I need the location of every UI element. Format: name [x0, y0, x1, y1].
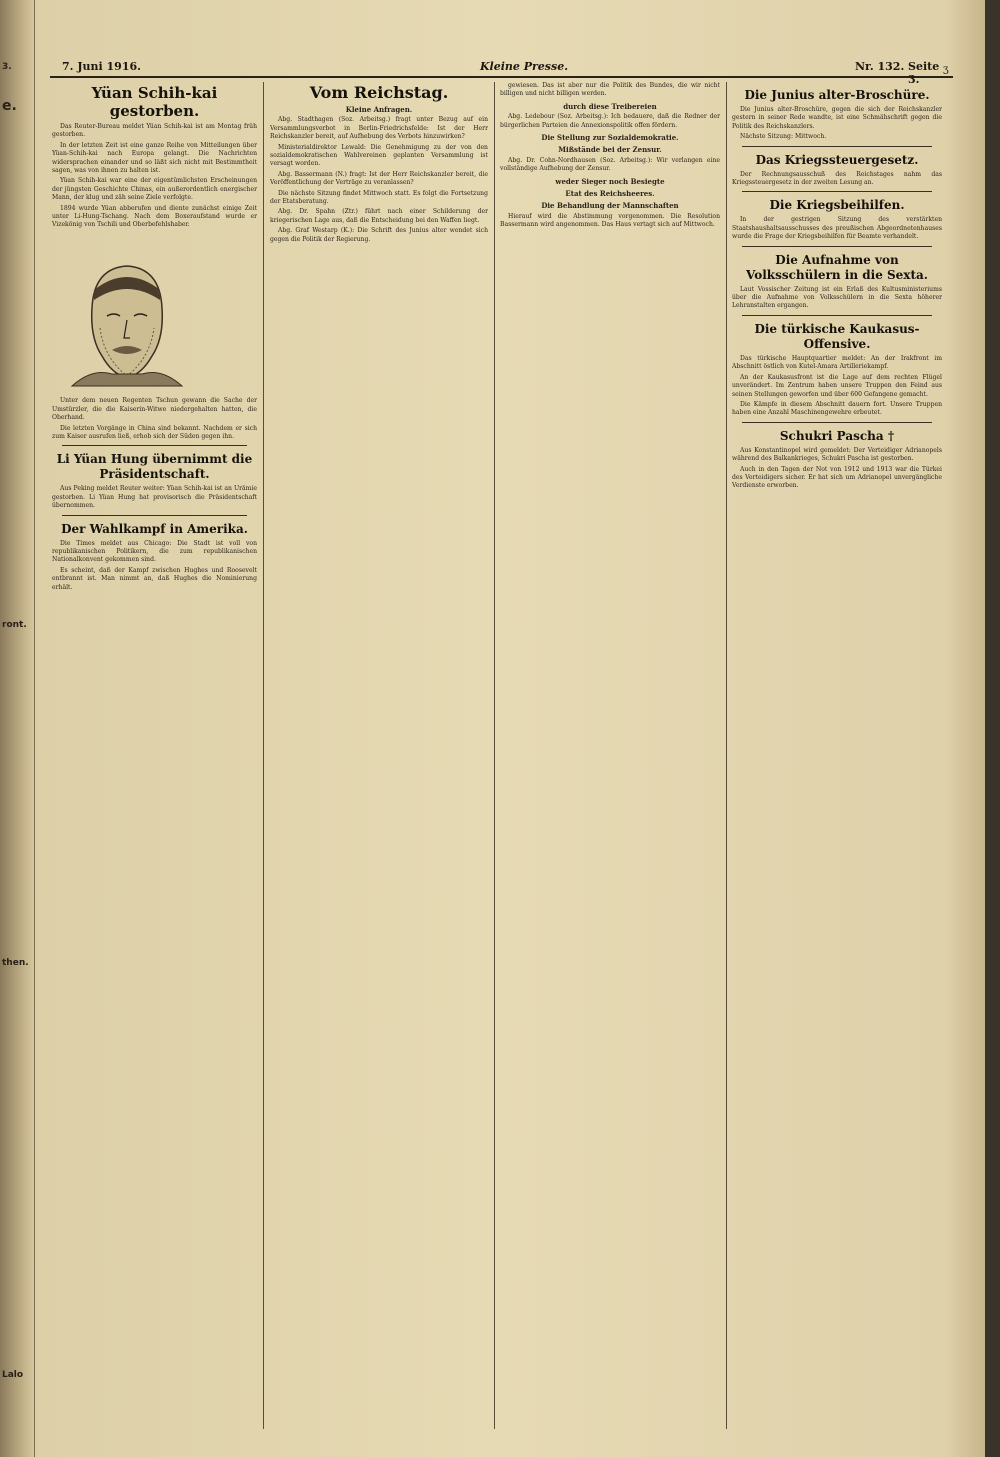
paragraph: Es scheint, daß der Kampf zwischen Hughes und Roosevelt entbrannt ist. Man nimmt an, daß Hughes die Nominierung erhält.	[52, 566, 257, 591]
section-title: Schukri Pascha †	[779, 428, 895, 443]
paragraph: Abg. Dr. Cohn-Nordhausen (Soz. Arbeitsg.): Wir verlangen eine vollständige Aufhebung der Zensur.	[500, 156, 720, 173]
header-issue: Nr. 132.	[855, 60, 905, 73]
paragraph: Abg. Stadthagen (Soz. Arbeitsg.) fragt unter Bezug auf ein Versammlungsverbot in Berlin-Friedrichsfelde: Ist der Herr Reichskanzler bereit, auf Aufhebung des Verbots hinzuwirken?	[270, 116, 488, 141]
portrait-illustration	[52, 238, 202, 388]
paragraph: Yüan Schih-kai war eine der eigentümlichsten Erscheinungen der jüngsten Geschichte Chinas, ein außerordentlich energischer Mann, der klug und zäh seine Ziele verfolgte.	[52, 177, 257, 202]
column-rule	[263, 82, 264, 1429]
section-title: Das Kriegssteuergesetz.	[755, 152, 919, 167]
article-title: Vom Reichstag.	[309, 83, 449, 102]
section-title: Die Kriegsbeihilfen.	[769, 198, 905, 213]
paragraph: Die Times meldet aus Chicago: Die Stadt ist voll von republikanischen Politikern, die zum republikanischen Nationalkonvent gekommen sind.	[52, 539, 257, 564]
paragraph: Die Junius alter-Broschüre, gegen die sich der Reichskanzler gestern in seiner Rede wandte, ist eine Schmähschrift gegen die Politik des Reichskanzlers.	[732, 106, 942, 130]
divider	[742, 246, 932, 247]
divider	[742, 422, 932, 423]
subheading: Die Stellung zur Sozialdemokratie.	[541, 133, 679, 143]
paragraph: Der Rechnungsausschuß des Reichstages nahm das Kriegssteuergesetz in der zweiten Lesung an.	[732, 170, 942, 187]
column-3	[500, 82, 720, 1429]
page-mark: ʒ	[943, 64, 949, 75]
subheading: durch diese Treibereien	[563, 101, 657, 111]
binding-spine	[0, 0, 35, 1457]
paragraph: Hierauf wird die Abstimmung vorgenommen. Die Resolution Bassermann wird angenommen. Das Haus vertagt sich auf Mittwoch.	[500, 212, 720, 229]
paragraph: An der Kaukasusfront ist die Lage auf dem rechten Flügel unverändert. Im Zentrum haben unsere Truppen den Feind aus seinen Stellungen geworfen und über 600 Gefangene gemacht.	[732, 373, 942, 398]
paragraph: Auch in den Tagen der Not von 1912 und 1913 war die Türkei des Verteidigers sicher. Er hat sich um Adrianopel unvergängliche Verdienste erworben.	[732, 465, 942, 490]
paragraph: In der letzten Zeit ist eine ganze Reihe von Mitteilungen über Yüan-Schih-kai nach Europa gelangt. Die Nachrichten widersprachen einander und so läßt sich nicht mit Bestimmtheit sagen, was von ihnen zu halten ist.	[52, 141, 257, 175]
column-2	[270, 82, 488, 1429]
spine-fragment: ront.	[2, 620, 27, 630]
paragraph: Nächste Sitzung: Mittwoch.	[740, 133, 827, 141]
section-title: Die türkische Kaukasus-Offensive.	[754, 321, 920, 351]
spine-fragment: Lalo	[2, 1370, 24, 1380]
column-rule	[494, 82, 495, 1429]
paragraph: Das Reuter-Bureau meldet Yüan Schih-kai ist am Montag früh gestorben.	[52, 123, 257, 139]
paragraph: Abg. Graf Westarp (K.): Die Schrift des Junius alter wendet sich gegen die Politik der Regierung.	[270, 227, 488, 243]
subheading: Die Behandlung der Mannschaften	[541, 201, 679, 211]
paragraph: Unter dem neuen Regenten Tschun gewann die Sache der Umstürzler, die die Kaiserin-Witwe niedergehalten hatten, die Oberhand.	[52, 397, 257, 422]
paragraph: Laut Vossischer Zeitung ist ein Erlaß des Kultusministeriums über die Aufnahme von Volksschülern in die Sexta höherer Lehranstalten ergangen.	[732, 285, 942, 310]
paragraph: gewiesen. Das ist aber nur die Politik des Bundes, die wir nicht billigen und nicht billigen werden.	[500, 82, 720, 98]
header-paper-name: Kleine Presse.	[480, 60, 569, 73]
spine-fragment: 3.	[2, 62, 12, 72]
section-title: Der Wahlkampf in Amerika.	[61, 521, 248, 536]
divider	[742, 146, 932, 147]
paragraph: Abg. Dr. Spahn (Ztr.) führt nach einer Schilderung der kriegerischen Lage aus, daß die Entscheidung bei den Waffen liegt.	[270, 208, 488, 224]
section-title: Li Yüan Hung übernimmt die Präsidentschaft.	[56, 452, 253, 482]
column-1	[52, 82, 257, 1429]
paragraph: Die Kämpfe in diesem Abschnitt dauern fort. Unsere Truppen haben eine Anzahl Maschinengewehre erbeutet.	[732, 400, 942, 417]
divider	[62, 515, 247, 516]
paragraph: Abg. Ledebour (Soz. Arbeitsg.): Ich bedauere, daß die Redner der bürgerlichen Parteien die Annexionspolitik offen fördern.	[500, 113, 720, 129]
column-rule	[726, 82, 727, 1429]
section-title: Die Aufnahme von Volksschülern in die Sexta.	[746, 252, 928, 282]
page-header	[50, 60, 953, 86]
paragraph: Aus Peking meldet Reuter weiter: Yüan Schih-kai ist an Urämie gestorben. Li Yüan Hung hat provisorisch die Präsidentschaft übernommen.	[52, 485, 257, 510]
subheading: Etat des Reichsheeres.	[565, 189, 655, 199]
column-4	[732, 82, 942, 1429]
article-title: Yüan Schih-kai gestorben.	[91, 84, 218, 120]
paragraph: Die letzten Vorgänge in China sind bekannt. Nachdem er sich zum Kaiser ausrufen ließ, erhob sich der Süden gegen ihn.	[52, 424, 257, 440]
paragraph: Die nächste Sitzung findet Mittwoch statt. Es folgt die Fortsetzung der Etatsberatung.	[270, 189, 488, 206]
subheading: weder Sieger noch Besiegte	[555, 176, 665, 186]
paragraph: 1894 wurde Yüan abberufen und diente zunächst einige Zeit unter Li-Hung-Tschang. Nach dem Boxeraufstand wurde er Vizekönig von Tschili und Oberbefehlshaber.	[52, 204, 257, 229]
paragraph: Aus Konstantinopel wird gemeldet: Der Verteidiger Adrianopels während des Balkankrieges, Schukri Pascha ist gestorben.	[732, 446, 942, 463]
section-title: Die Junius alter-Broschüre.	[744, 88, 930, 102]
header-date: 7. Juni 1916.	[62, 60, 141, 73]
spine-fragment: then.	[2, 958, 29, 968]
header-page-number: Seite 3.	[908, 60, 940, 86]
subheading: Kleine Anfragen.	[345, 105, 413, 114]
paragraph: Das türkische Hauptquartier meldet: An der Irakfront im Abschnitt östlich von Kutel-Amara Artilleriekampf.	[732, 354, 942, 371]
divider	[62, 445, 247, 446]
paragraph: Abg. Bassermann (N.) fragt: Ist der Herr Reichskanzler bereit, die Veröffentlichung der Verträge zu veranlassen?	[270, 170, 488, 187]
divider	[742, 315, 932, 316]
paragraph: Ministerialdirektor Lewald: Die Genehmigung zu der von den sozialdemokratischen Wahlvereinen geplanten Versammlung ist versagt worden.	[270, 143, 488, 168]
spine-fragment: e.	[2, 98, 17, 114]
subheading: Mißstände bei der Zensur.	[558, 145, 662, 155]
divider	[742, 191, 932, 192]
paragraph: In der gestrigen Sitzung des verstärkten Staatshaushaltsausschusses des preußischen Abgeordnetenhauses wurde die Frage der Kriegsbeihilfen für Beamte verhandelt.	[732, 216, 942, 241]
